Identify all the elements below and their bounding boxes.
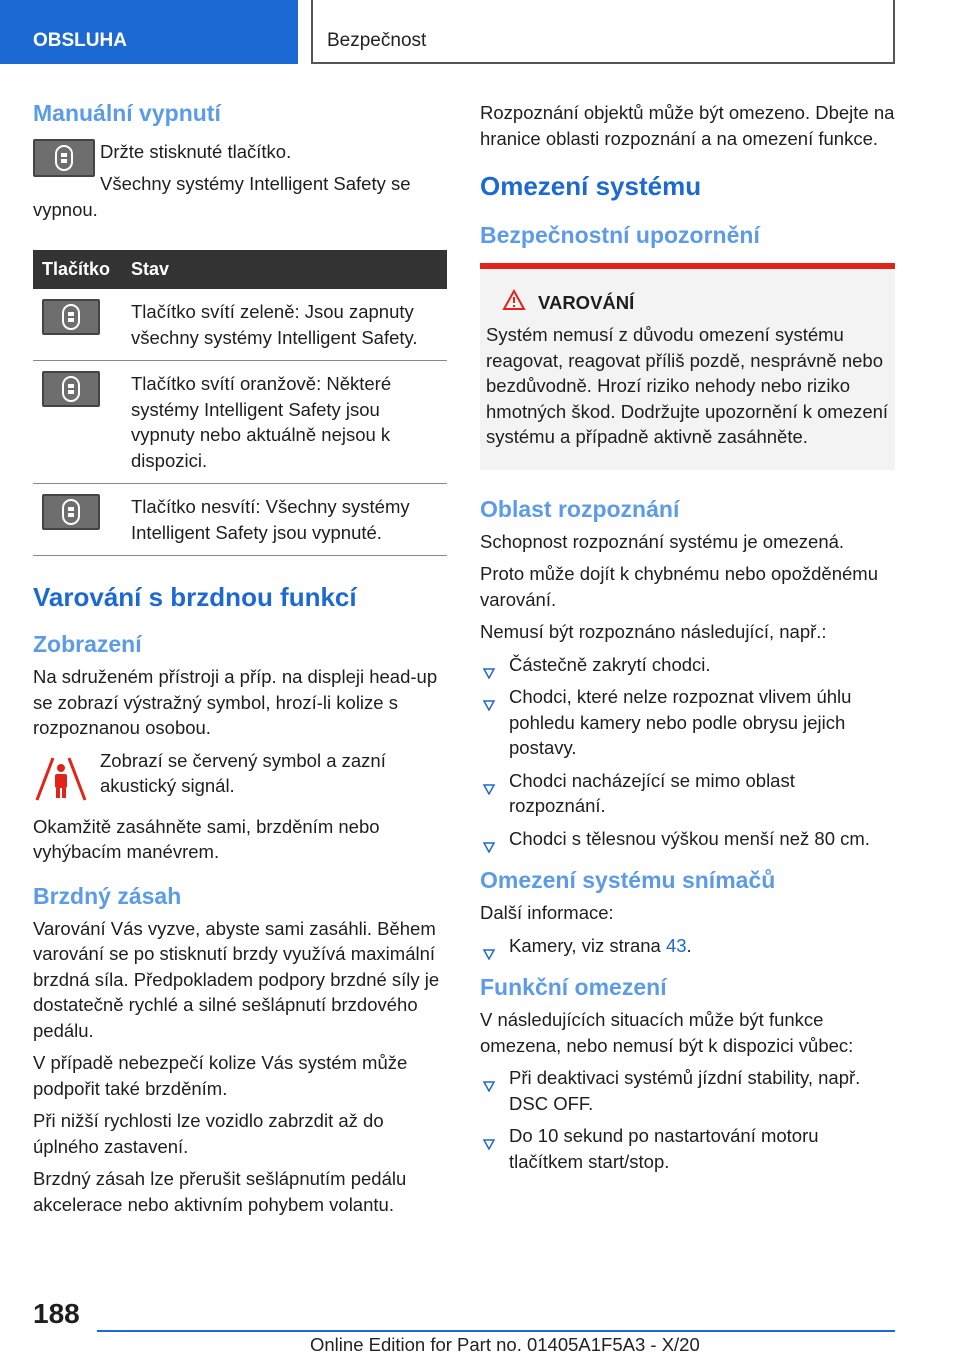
list-item: Kamery, viz strana 43. xyxy=(480,933,895,959)
text-brake-2: V případě nebezpečí kolize Vás systém může podpořit také brzděním. xyxy=(33,1052,408,1099)
list-item: Částečně zakrytí chodci. xyxy=(480,652,895,678)
hold-button-instruction xyxy=(33,139,447,189)
text-area-1: Schopnost rozpoznání systému je omezená. xyxy=(480,530,845,552)
chapter-title: Bezpečnost xyxy=(311,0,895,64)
table-cell-state: Tlačítko svítí zeleně: Jsou zapnuty všechny systémy Intelligent Safety. xyxy=(131,289,447,361)
text-detection-limited: Rozpoznání objektů může být omezeno. Dbejte na hranice oblasti rozpoznání a na omezení funkce. xyxy=(480,102,895,149)
text-red-symbol: Zobrazí se červený symbol a zazní akustický signál. xyxy=(100,749,386,796)
text-brake-4: Brzdný zásah lze přerušit sešlápnutím pedálu akcelerace nebo aktivním pohybem volantu. xyxy=(33,1168,407,1215)
list-item: Chodci, které nelze rozpoznat vlivem úhlu pohledu kamery nebo podle obrysu jejich postavy. xyxy=(480,684,895,761)
table-row xyxy=(33,289,447,361)
heading-brake-intervention: Brzdný zásah xyxy=(33,882,182,909)
text-all-off: Všechny systémy Intelligent Safety se vypnou. xyxy=(33,173,411,220)
warning-title: VAROVÁNÍ xyxy=(486,289,889,316)
text-display: Na sdruženém přístroji a příp. na displeji head-up se zobrazí výstražný symbol, hrozí-li kolize s rozpoznanou osobou. xyxy=(33,666,438,738)
list-triangle-icon xyxy=(483,1131,495,1157)
list-item: Chodci nacházející se mimo oblast rozpoznání. xyxy=(480,768,895,819)
intelligent-safety-button-icon xyxy=(42,494,100,530)
edition-text: Online Edition for Part no. 01405A1F5A3 - X/20 xyxy=(310,1334,700,1355)
list-triangle-icon xyxy=(483,776,495,802)
warning-triangle-icon xyxy=(502,289,526,316)
list-functional xyxy=(480,1065,895,1174)
list-triangle-icon xyxy=(483,1073,495,1099)
text-brake-1: Varování Vás vyzve, abyste sami zasáhli. Během varování se po stisknutí brzdy využívá maximální brzdná síla. Předpokladem podpory brzdné síly je dostatečně rychlé a silné sešlápnutí brzdového pedálu. xyxy=(33,917,440,1041)
table-row xyxy=(33,484,447,556)
warning-text: Systém nemusí z důvodu omezení systému reagovat, reagovat příliš pozdě, nesprávně nebo bezdůvodně. Hrozí riziko nehody nebo riziko hmotných škod. Dodržujte upozornění k omezení systému a případně aktivně zasáhněte. xyxy=(486,324,889,447)
heading-safety-notice: Bezpečnostní upozornění xyxy=(480,222,760,248)
list-item: Chodci s tělesnou výškou menší než 80 cm. xyxy=(480,826,895,852)
text-area-2: Proto může dojít k chybnému nebo opožděnému varování. xyxy=(480,563,878,610)
section-tab: OBSLUHA xyxy=(0,0,298,64)
table-header-button: Tlačítko xyxy=(33,250,131,289)
list-triangle-icon xyxy=(483,834,495,860)
intelligent-safety-button-icon xyxy=(42,371,100,407)
heading-sensor-limits: Omezení systému snímačů xyxy=(480,867,776,893)
heading-system-limits: Omezení systému xyxy=(480,171,702,201)
intelligent-safety-button-icon xyxy=(42,299,100,335)
list-triangle-icon xyxy=(483,660,495,686)
text-hold-button: Držte stisknuté tlačítko. xyxy=(100,141,292,162)
table-row xyxy=(33,361,447,484)
intelligent-safety-button-icon xyxy=(33,139,95,177)
table-cell-state: Tlačítko svítí oranžově: Některé systémy Intelligent Safety jsou vypnuty nebo aktuálně nejsou k dispozici. xyxy=(131,361,447,484)
list-item: Při deaktivaci systémů jízdní stability, např. DSC OFF. xyxy=(480,1065,895,1116)
text-more-info: Další informace: xyxy=(480,902,614,923)
warning-box xyxy=(480,263,895,470)
table-cell-state: Tlačítko nesvítí: Všechny systémy Intelligent Safety jsou vypnuté. xyxy=(131,484,447,556)
list-triangle-icon xyxy=(483,941,495,967)
text-functional: V následujících situacích může být funkce omezena, nebo nemusí být k dispozici vůbec: xyxy=(480,1009,854,1056)
heading-functional-limits: Funkční omezení xyxy=(480,974,667,1000)
list-sensors xyxy=(480,933,895,959)
page-number: 188 xyxy=(33,1298,80,1329)
left-column xyxy=(33,100,447,1224)
heading-manual-off: Manuální vypnutí xyxy=(33,100,221,126)
button-state-table xyxy=(33,250,447,556)
heading-warning-brake: Varování s brzdnou funkcí xyxy=(33,582,357,612)
list-triangle-icon xyxy=(483,692,495,718)
footer-divider xyxy=(97,1330,895,1332)
text-react: Okamžitě zasáhněte sami, brzděním nebo vyhýbacím manévrem. xyxy=(33,815,380,862)
page-reference-link[interactable]: 43 xyxy=(665,934,687,956)
red-symbol-instruction xyxy=(33,748,447,810)
text-brake-3: Při nižší rychlosti lze vozidlo zabrzdit až do úplného zastavení. xyxy=(33,1110,384,1157)
heading-display: Zobrazení xyxy=(33,631,142,657)
pedestrian-warning-icon xyxy=(33,750,89,811)
right-column xyxy=(480,100,895,1184)
heading-detection-area: Oblast rozpoznání xyxy=(480,495,680,522)
list-item: Do 10 sekund po nastartování motoru tlačítkem start/stop. xyxy=(480,1123,895,1174)
text-area-3: Nemusí být rozpoznáno následující, např.: xyxy=(480,621,827,642)
table-header-state: Stav xyxy=(131,250,447,289)
list-not-detected xyxy=(480,652,895,852)
